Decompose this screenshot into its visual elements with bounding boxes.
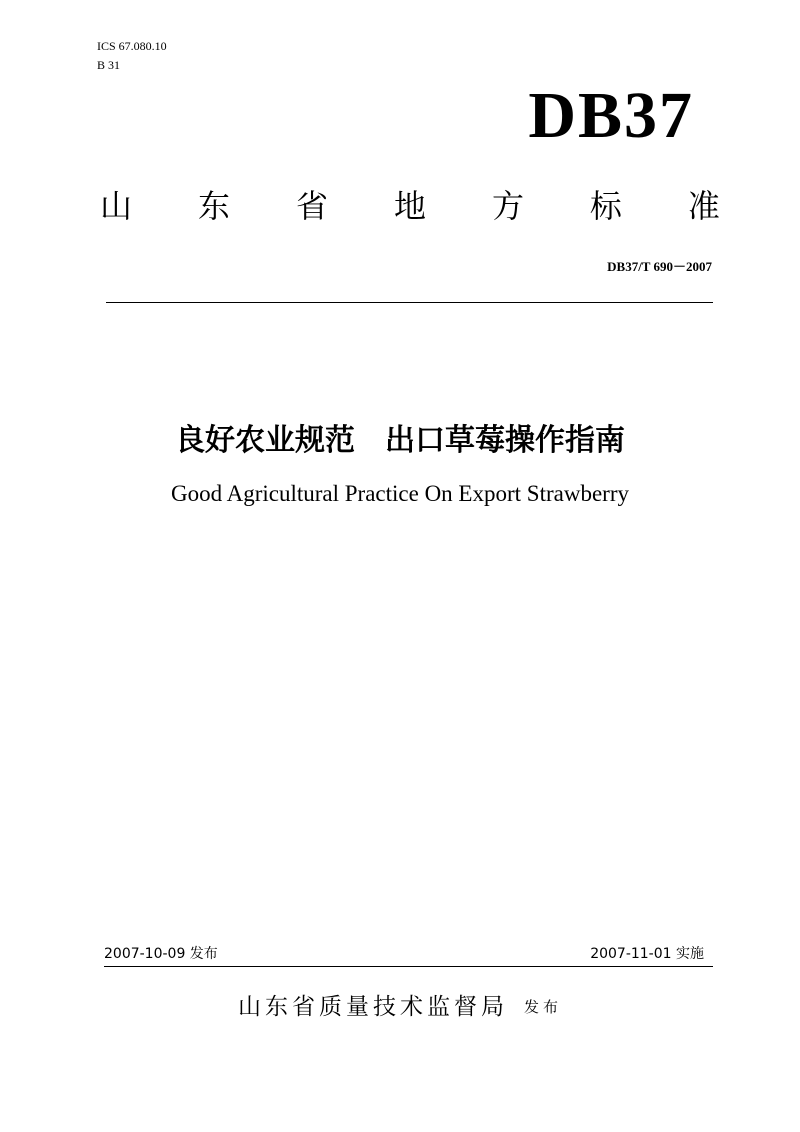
standard-type-char: 东 — [197, 187, 230, 225]
header-divider — [106, 302, 713, 303]
standard-type-char: 准 — [687, 187, 720, 225]
implementation-date: 2007-11-01 实施 — [590, 946, 704, 962]
standard-prefix: DB37 — [528, 79, 694, 152]
standard-type-char: 省 — [295, 187, 328, 225]
standard-type-char: 方 — [491, 187, 524, 225]
standard-number: DB37/T 690－2007 — [607, 259, 712, 274]
issuer-line — [0, 990, 800, 1024]
standard-type-char: 地 — [393, 187, 426, 225]
title-chinese: 良好农业规范 出口草莓操作指南 — [175, 423, 625, 458]
title-english: Good Agricultural Practice On Export Strawberry — [171, 481, 629, 506]
standard-type-heading — [100, 184, 720, 228]
standard-type-char: 山 — [100, 187, 133, 225]
footer-divider — [104, 966, 713, 967]
issue-date: 2007-10-09 发布 — [104, 946, 218, 962]
standard-type-char: 标 — [589, 187, 622, 225]
classification-code: B 31 — [97, 58, 121, 72]
issuer-action: 发布 — [523, 998, 562, 1016]
issuer-name: 山东省质量技术监督局 — [237, 994, 508, 1020]
ics-code: ICS 67.080.10 — [97, 39, 167, 53]
